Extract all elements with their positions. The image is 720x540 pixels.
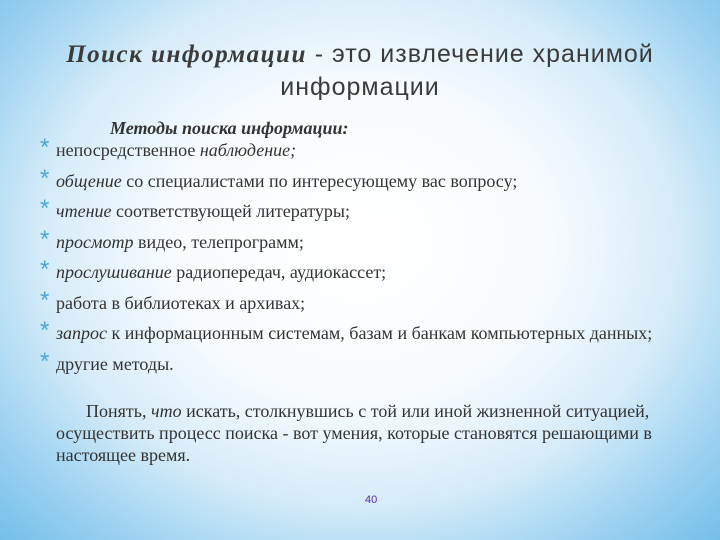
asterisk-bullet-icon: * xyxy=(40,317,50,344)
asterisk-bullet-icon: * xyxy=(40,256,50,283)
closing-part2: искать, столкнувшись с той или иной жизненной ситуацией, осуществить процесс поиска - вот умения, которые становятся решающими в настоящее время. xyxy=(56,401,652,465)
item-em: общение xyxy=(56,170,122,191)
list-item xyxy=(40,317,690,344)
page-number: 40 xyxy=(365,494,378,506)
item-text: видео, телепрограмм; xyxy=(133,231,304,252)
list-item xyxy=(40,347,690,375)
title-rest: - это извлечение хранимой информации xyxy=(280,40,654,101)
title-highlight: Поиск информации xyxy=(66,41,307,68)
item-em-after: наблюдение; xyxy=(199,140,297,160)
closing-part1: Понять, xyxy=(86,401,151,421)
asterisk-bullet-icon: * xyxy=(40,195,50,222)
item-em: прослушивание xyxy=(56,262,172,282)
asterisk-bullet-icon: * xyxy=(40,347,50,375)
item-text: непосредственное xyxy=(56,140,200,160)
item-text: со специалистами по интересующему вас вопросу; xyxy=(121,170,518,191)
list-item xyxy=(40,286,690,314)
list-item xyxy=(40,225,690,253)
item-text: работа в библиотеках и архивах; xyxy=(56,292,306,313)
list-item xyxy=(40,134,690,161)
item-em: запрос xyxy=(56,323,108,343)
asterisk-bullet-icon: * xyxy=(40,286,50,314)
item-em: просмотр xyxy=(56,231,134,252)
item-em: чтение xyxy=(56,201,112,221)
asterisk-bullet-icon: * xyxy=(40,134,50,161)
list-item xyxy=(40,256,690,283)
closing-paragraph xyxy=(56,400,686,466)
item-text: к информационным системам, базам и банкам компьютерных данных; xyxy=(107,323,653,343)
slide-title xyxy=(30,38,690,104)
item-text: радиопередач, аудиокассет; xyxy=(171,262,387,282)
item-text: соответствующей литературы; xyxy=(111,201,350,221)
list-item xyxy=(40,195,690,222)
item-text: другие методы. xyxy=(56,353,174,374)
asterisk-bullet-icon: * xyxy=(40,164,50,192)
closing-em: что xyxy=(151,401,182,421)
list-item xyxy=(40,164,690,192)
methods-list xyxy=(40,134,690,384)
methods-heading: Методы поиска информации: xyxy=(110,118,349,138)
asterisk-bullet-icon: * xyxy=(40,225,50,253)
